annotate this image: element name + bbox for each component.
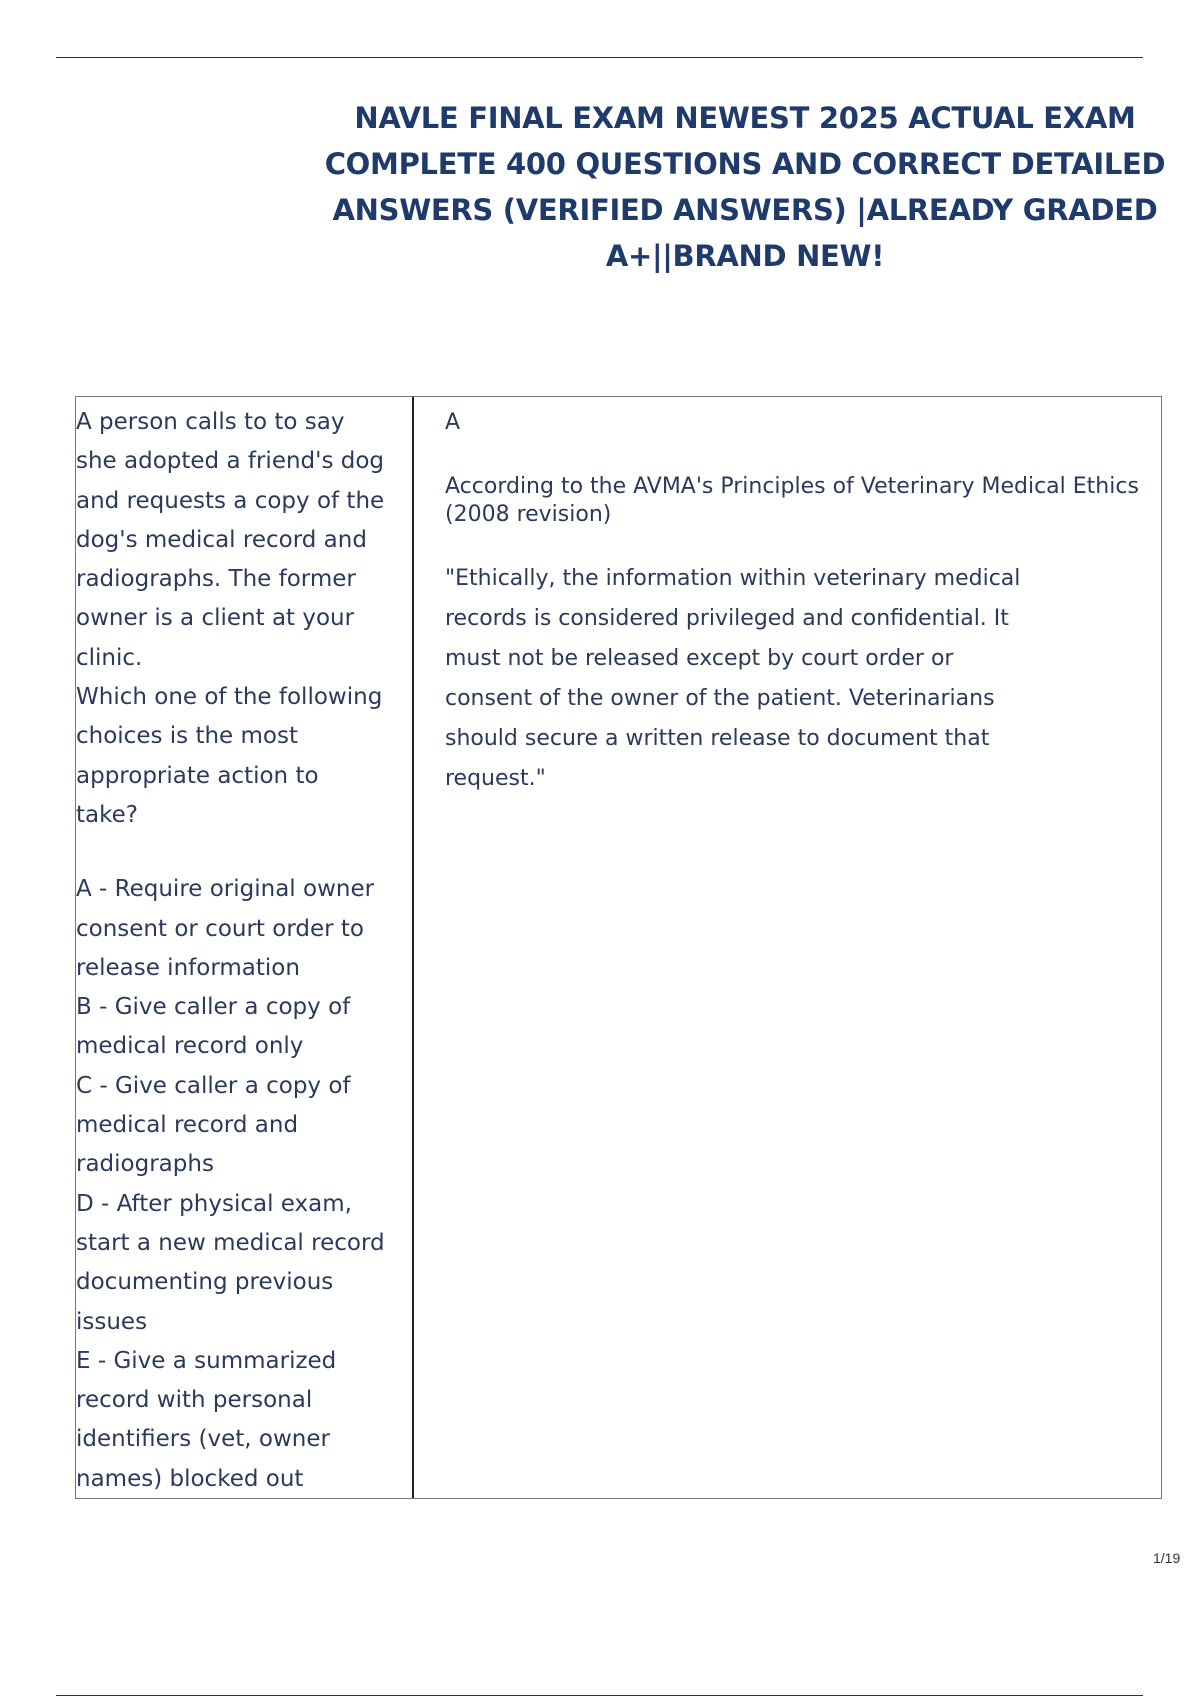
option-line: identifiers (vet, owner bbox=[76, 1426, 330, 1453]
quote-line: should secure a written release to document that bbox=[445, 726, 990, 751]
option-line: C - Give caller a copy of bbox=[76, 1072, 351, 1099]
footer-rule bbox=[56, 1695, 1143, 1696]
option-line: B - Give caller a copy of bbox=[76, 994, 351, 1021]
quote-line: records is considered privileged and confidential. It bbox=[445, 606, 1009, 631]
option-line: medical record and bbox=[76, 1112, 299, 1139]
option-line: D - After physical exam, bbox=[76, 1190, 352, 1217]
question-line: she adopted a friend's dog bbox=[76, 448, 385, 475]
question-line: and requests a copy of the bbox=[76, 487, 385, 514]
question-line: appropriate action to bbox=[76, 762, 319, 789]
title-line: ANSWERS (VERIFIED ANSWERS) |ALREADY GRADED bbox=[332, 193, 1158, 227]
option-line: medical record only bbox=[76, 1033, 304, 1060]
page-title bbox=[320, 95, 1170, 279]
title-line: COMPLETE 400 QUESTIONS AND CORRECT DETAILED bbox=[324, 147, 1166, 181]
question-line: radiographs. The former bbox=[76, 566, 356, 593]
question-line: take? bbox=[76, 801, 138, 828]
page-number: 1/19 bbox=[1153, 1550, 1181, 1566]
option-line: release information bbox=[76, 954, 300, 981]
question-cell bbox=[76, 403, 410, 1499]
question-line: dog's medical record and bbox=[76, 526, 367, 553]
question-line: A person calls to to say bbox=[76, 409, 345, 435]
quote-line: "Ethically, the information within veterinary medical bbox=[445, 566, 1021, 591]
column-divider bbox=[412, 397, 414, 1498]
question-answer-table bbox=[75, 396, 1162, 1499]
answer-cell bbox=[445, 403, 1145, 799]
question-spacer bbox=[76, 835, 410, 870]
answer-quote bbox=[445, 559, 1145, 799]
option-line: issues bbox=[76, 1308, 148, 1335]
option-line: record with personal bbox=[76, 1387, 313, 1414]
question-line: owner is a client at your bbox=[76, 605, 355, 632]
answer-source: According to the AVMA's Principles of Veterinary Medical Ethics (2008 revision) bbox=[445, 474, 1139, 527]
option-line: start a new medical record bbox=[76, 1229, 385, 1256]
option-line: radiographs bbox=[76, 1151, 214, 1178]
option-line: names) blocked out bbox=[76, 1465, 304, 1492]
question-line: clinic. bbox=[76, 644, 143, 671]
title-line: A+||BRAND NEW! bbox=[605, 239, 885, 273]
option-line: documenting previous bbox=[76, 1269, 334, 1296]
option-line: consent or court order to bbox=[76, 915, 364, 942]
quote-line: must not be released except by court order or bbox=[445, 646, 954, 671]
quote-line: request." bbox=[445, 766, 546, 791]
question-line: choices is the most bbox=[76, 723, 298, 750]
answer-letter: A bbox=[445, 410, 461, 435]
question-line: Which one of the following bbox=[76, 684, 383, 711]
option-line: E - Give a summarized bbox=[76, 1347, 337, 1374]
quote-line: consent of the owner of the patient. Veterinarians bbox=[445, 686, 995, 711]
option-line: A - Require original owner bbox=[76, 876, 375, 903]
header-rule bbox=[56, 57, 1143, 58]
title-line: NAVLE FINAL EXAM NEWEST 2025 ACTUAL EXAM bbox=[354, 101, 1136, 135]
